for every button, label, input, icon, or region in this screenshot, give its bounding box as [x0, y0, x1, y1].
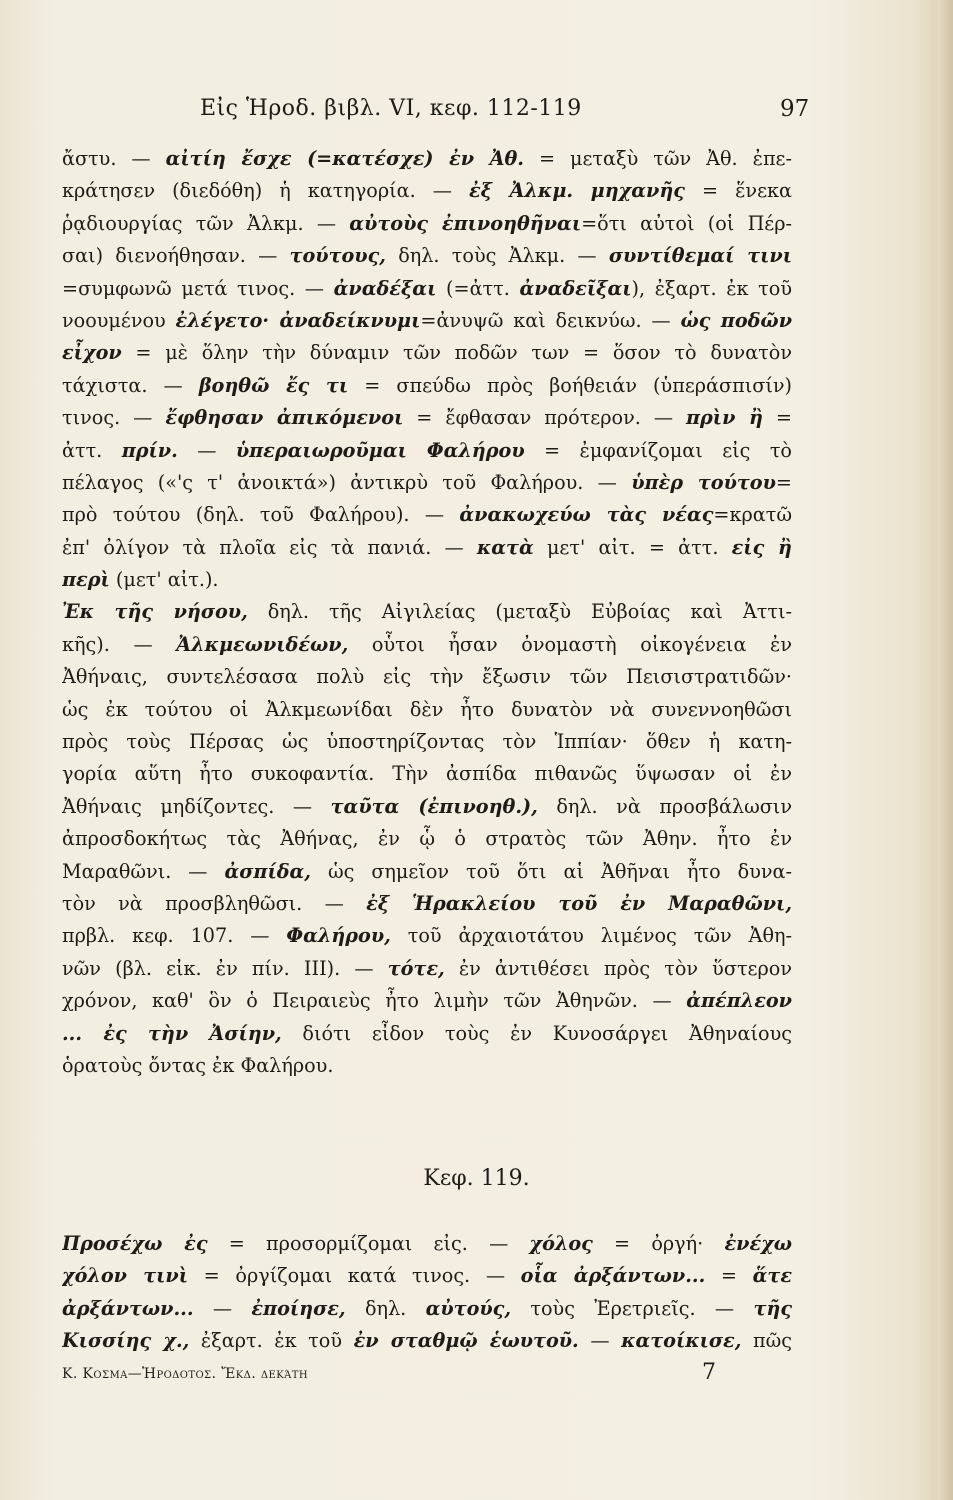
text-line — [62, 532, 792, 564]
text-line — [62, 1293, 792, 1325]
gloss-text: τοὺς Ἐρετριεῖς. — — [511, 1296, 754, 1320]
gloss-text: =κρατῶ — [713, 503, 792, 527]
printer-signature: Κ. Κοσμα—Ἡροδοτος. Ἔκδ. δεκάτη — [62, 1366, 308, 1382]
sheet-number: 7 — [702, 1360, 717, 1385]
chapter-heading: Κεφ. 119. — [423, 1166, 530, 1191]
gloss-text: σαι) διενοήθησαν. — — [62, 244, 290, 268]
gloss-text: Ἀθήναις μηδίζοντες. — — [62, 794, 331, 818]
lemma-term: Κισσίης χ., — [62, 1329, 190, 1353]
lemma-term: χόλον τινὶ — [62, 1264, 189, 1288]
page-number: 97 — [780, 96, 810, 122]
lemma-term: ἔφθησαν ἀπικόμενοι — [165, 406, 404, 430]
lemma-term: τῆς — [753, 1296, 792, 1320]
lemma-term: εἰς ἢ — [731, 535, 792, 559]
gloss-text: =συμφωνῶ μετά τινος. — — [62, 276, 334, 300]
text-line — [62, 726, 792, 758]
commentary-notes — [62, 143, 792, 1082]
gloss-text: ὡς ἐκ τούτου οἱ Ἀλκμεωνίδαι δὲν ἦτο δυνατὸν νὰ συνεννοηθῶσι — [62, 697, 792, 721]
gloss-text: ἀττ. — [62, 438, 122, 462]
lemma-term: ὑπὲρ τούτου — [631, 470, 776, 494]
text-line — [62, 758, 792, 790]
text-line — [62, 856, 792, 888]
gloss-text: χρόνον, καθ' ὃν ὁ Πειραιεὺς ἦτο λιμὴν τῶν Ἀθηνῶν. — — [62, 989, 687, 1013]
gloss-text: δηλ. νὰ προσβάλωσιν — [537, 794, 792, 818]
text-line — [62, 1228, 792, 1260]
gloss-text: = ὀργή· — [592, 1232, 725, 1255]
lemma-term: ἐλέγετο· ἀναδείκνυμι — [175, 308, 421, 332]
text-line — [62, 499, 792, 531]
running-title: Εἰς Ἡροδ. βιβλ. VI, κεφ. 112-119 — [200, 96, 582, 121]
text-line — [62, 596, 792, 628]
gloss-text: ἀπροσδοκήτως τὰς Ἀθήνας, ἐν ᾧ ὁ στρατὸς τῶν Ἀθην. ἦτο ἐν — [62, 827, 792, 851]
gloss-text: γορία αὕτη ἦτο συκοφαντία. Τὴν ἀσπίδα πιθανῶς ὕψωσαν οἱ ἐν — [62, 762, 792, 786]
lemma-term: αὐτοὺς ἐπινοηθῆναι — [349, 211, 582, 235]
gloss-text: κῆς). — — [62, 632, 177, 656]
lemma-term: ἀναδέξαι — [333, 276, 437, 300]
gloss-text: Μαραθῶνι. — — [62, 859, 225, 883]
lemma-term: ταῦτα (ἐπινοηθ.), — [330, 794, 538, 818]
gloss-text: δηλ. τοὺς Ἀλκμ. — — [385, 244, 609, 268]
lemma-term: περὶ — [62, 568, 110, 592]
gloss-text: νῶν (βλ. εἰκ. ἐν πίν. III). — — [62, 956, 388, 980]
lemma-term: κατὰ — [476, 535, 534, 559]
lemma-term: χόλος — [529, 1232, 593, 1255]
lemma-term: ἀσπίδα, — [224, 859, 311, 883]
lemma-term: ἀρξάντων... — [62, 1296, 194, 1320]
gloss-text: = μὲ ὅλην τὴν δύναμιν τῶν ποδῶν των = ὅσον τὸ δυνατὸν — [121, 341, 792, 365]
lemma-term: ἐξ Ἀλκμ. μηχανῆς — [468, 179, 685, 203]
gloss-text: = ἔφθασαν πρότερον. — — [403, 406, 686, 430]
lemma-term: Ἀλκμεωνιδέων, — [176, 632, 349, 656]
gloss-text: Ἀθήναις, συντελέσασα πολὺ εἰς τὴν ἔξωσιν τῶν Πεισιστρατιδῶν· — [62, 665, 792, 689]
text-line — [62, 985, 792, 1017]
lemma-term: Ἐκ τῆς νήσου, — [62, 600, 248, 624]
gloss-text: = μεταξὺ τῶν Ἀθ. ἐπε- — [523, 147, 792, 170]
gloss-text: πῶς — [741, 1329, 792, 1353]
gloss-text: (=ἀττ. — [436, 276, 520, 300]
lemma-term: πρὶν ἢ — [686, 406, 763, 430]
text-line — [62, 435, 792, 467]
gloss-text: = — [775, 470, 792, 494]
gloss-text: = ἐμφανίζομαι εἰς τὸ — [524, 438, 792, 462]
text-line — [62, 694, 792, 726]
text-line — [62, 305, 792, 337]
lemma-term: ... ἐς τὴν Ἀσίην, — [62, 1021, 282, 1045]
gloss-text: = προσορμίζομαι εἰς. — — [207, 1232, 530, 1255]
gloss-text: — — [193, 1296, 252, 1320]
gloss-text: — — [177, 438, 236, 462]
gloss-text: ἐξαρτ. ἐκ τοῦ — [189, 1329, 354, 1353]
gloss-text: = — [705, 1264, 753, 1288]
text-line — [62, 823, 792, 855]
lemma-term: ἐξ Ἡρακλείου τοῦ ἐν Μαραθῶνι, — [366, 891, 792, 915]
lemma-term: Φαλήρου, — [286, 924, 391, 948]
text-line — [62, 240, 792, 272]
gloss-text: δηλ. τῆς Αἰγιλείας (μεταξὺ Εὐβοίας καὶ Ἀττι- — [247, 600, 792, 624]
gloss-text: =ἀνυψῶ καὶ δεικνύω. — — [420, 308, 681, 332]
gloss-text: τὸν νὰ προσβληθῶσι. — — [62, 891, 367, 915]
text-line — [62, 920, 792, 952]
lemma-term: ἅτε — [752, 1264, 792, 1288]
gloss-text: ὡς σημεῖον τοῦ ὅτι αἱ Ἀθῆναι ἦτο δυνα- — [310, 859, 792, 883]
lemma-term: τότε, — [387, 956, 445, 980]
text-line — [62, 337, 792, 369]
gloss-text: πέλαγος («'ς τ' ἀνοικτά») ἀντικρὺ τοῦ Φαλήρου. — — [62, 470, 632, 494]
page-header — [0, 96, 953, 136]
text-line — [62, 791, 792, 823]
gloss-text: ὁρατοὺς ὄντας ἐκ Φαλήρου. — [62, 1053, 334, 1077]
text-line — [62, 273, 792, 305]
gloss-text: νοουμένου — [62, 308, 176, 332]
gloss-text: διότι εἶδον τοὺς ἐν Κυνοσάργει Ἀθηναίους — [281, 1021, 792, 1045]
text-line — [62, 1260, 792, 1292]
text-line — [62, 661, 792, 693]
lemma-term: βοηθῶ ἔς τι — [198, 373, 349, 397]
lemma-term: αὐτούς, — [425, 1296, 512, 1320]
text-line — [62, 629, 792, 661]
text-line — [62, 1050, 792, 1082]
lemma-term: ἐνέχω — [724, 1232, 792, 1255]
text-line — [62, 467, 792, 499]
text-line — [62, 564, 792, 596]
text-line — [62, 208, 792, 240]
lemma-term: αἰτίη ἔσχε (=κατέσχε) ἐν Ἀθ. — [165, 147, 524, 170]
gloss-text: μετ' αἰτ. = ἀττ. — [533, 535, 732, 559]
gloss-text: πρὸ τούτου (δηλ. τοῦ Φαλήρου). — — [62, 503, 460, 527]
text-line — [62, 402, 792, 434]
gloss-text: τοῦ ἀρχαιοτάτου λιμένος τῶν Ἀθη- — [390, 924, 792, 948]
gloss-text: (μετ' αἰτ.). — [109, 568, 219, 592]
gloss-text: τινος. — — [62, 406, 166, 430]
lemma-term: πρίν. — [121, 438, 178, 462]
gloss-text: πρβλ. κεφ. 107. — — [62, 924, 287, 948]
lemma-term: κατοίκισε, — [621, 1329, 742, 1353]
lemma-term: Προσέχω ἐς — [62, 1232, 208, 1255]
lemma-term: τούτους, — [289, 244, 386, 268]
gloss-text: = ὀργίζομαι κατά τινος. — — [188, 1264, 521, 1288]
lemma-term: ἐποίησε, — [251, 1296, 346, 1320]
gloss-text: = σπεύδω πρὸς βοήθειάν (ὑπεράσπισίν) — [348, 373, 792, 397]
lemma-term: εἶχον — [62, 341, 122, 365]
chapter-notes — [62, 1228, 792, 1358]
gloss-text: δηλ. — [345, 1296, 426, 1320]
text-line — [62, 888, 792, 920]
text-line — [62, 143, 792, 175]
text-line — [62, 175, 792, 207]
lemma-term: ὡς ποδῶν — [680, 308, 792, 332]
lemma-term: οἷα ἀρξάντων... — [520, 1264, 706, 1288]
lemma-term: ἀνακωχεύω τὰς νέας — [459, 503, 714, 527]
lemma-term: ὑπεραιωροῦμαι Φαλήρου — [235, 438, 525, 462]
gloss-text: — — [578, 1329, 622, 1353]
lemma-term: συντίθεμαί τινι — [608, 244, 792, 268]
page-footer — [62, 1360, 792, 1396]
lemma-term: ἐν σταθμῷ ἑωυτοῦ. — [353, 1329, 579, 1353]
text-line — [62, 370, 792, 402]
text-line — [62, 1325, 792, 1357]
gloss-text: κράτησεν (διεδόθη) ἡ κατηγορία. — — [62, 179, 469, 203]
gloss-text: ἐν ἀντιθέσει πρὸς τὸν ὕστερον — [444, 956, 792, 980]
gloss-text: οὗτοι ἦσαν ὀνομαστὴ οἰκογένεια ἐν — [348, 632, 792, 656]
gloss-text: = ἕνεκα — [684, 179, 792, 203]
gloss-text: = — [762, 406, 792, 430]
page-edge — [937, 0, 953, 1500]
gloss-text: ἄστυ. — — [62, 147, 166, 170]
text-line — [62, 953, 792, 985]
gloss-text: πρὸς τοὺς Πέρσας ὡς ὑποστηρίζοντας τὸν Ἱππίαν· ὅθεν ἡ κατη- — [62, 730, 792, 754]
gloss-text: ῥᾳδιουργίας τῶν Ἀλκμ. — — [62, 211, 350, 235]
gloss-text: =ὅτι αὐτοὶ (οἱ Πέρ- — [581, 211, 792, 235]
text-line — [62, 1018, 792, 1050]
gloss-text: τάχιστα. — — [62, 373, 199, 397]
lemma-term: ἀναδεῖξαι — [519, 276, 632, 300]
lemma-term: ἀπέπλεον — [686, 989, 792, 1013]
gloss-text: ), ἐξαρτ. ἐκ τοῦ — [631, 276, 792, 300]
gloss-text: ἐπ' ὀλίγον τὰ πλοῖα εἰς τὰ πανιά. — — [62, 535, 477, 559]
